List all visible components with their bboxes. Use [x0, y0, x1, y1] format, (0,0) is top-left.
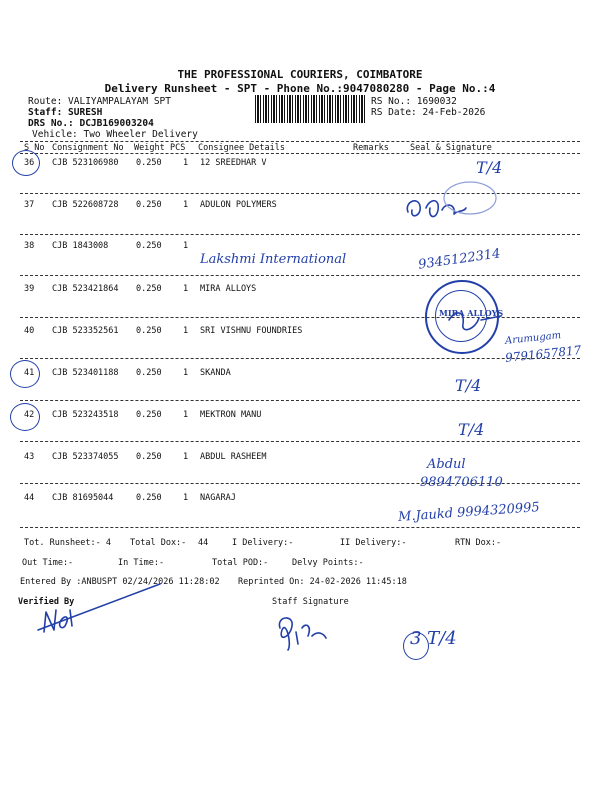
- row-consignee: SRI VISHNU FOUNDRIES: [200, 326, 303, 336]
- handwritten-name-phone: M.Jaukd 9994320995: [397, 500, 541, 525]
- row-weight: 0.250: [136, 368, 162, 378]
- row-weight: 0.250: [136, 452, 162, 462]
- verified-signature: [36, 580, 166, 640]
- col-pcs: PCS: [170, 143, 186, 153]
- row-sno: 43: [24, 452, 35, 462]
- row-weight: 0.250: [136, 326, 162, 336]
- handwritten-name: Arumugam: [504, 330, 562, 347]
- sno-circle-mark: [10, 360, 40, 388]
- row-pcs: 1: [183, 368, 189, 378]
- col-weight: Weight: [134, 143, 165, 153]
- row-consignee: NAGARAJ: [200, 493, 236, 503]
- handwritten-consignee: Lakshmi International: [200, 252, 347, 267]
- row-sno: 44: [24, 493, 35, 503]
- header-divider-bottom: [20, 153, 580, 154]
- handwritten-count: 3 T/4: [410, 628, 457, 649]
- stamp-signature: [445, 300, 505, 340]
- total-pod: Total POD:-: [212, 558, 269, 568]
- row-consignee: MEKTRON MANU: [200, 410, 262, 420]
- ii-delivery: II Delivery:-: [340, 538, 407, 548]
- row-divider: [20, 527, 580, 528]
- col-consignee: Consignee Details: [198, 143, 285, 153]
- sno-circle-mark: [12, 150, 40, 176]
- handwritten-name: Abdul: [427, 457, 466, 472]
- row-weight: 0.250: [136, 284, 162, 294]
- drs-number: DRS No.: DCJB169003204: [28, 118, 154, 129]
- row-consignee: ADULON POLYMERS: [200, 200, 277, 210]
- col-remarks: Remarks: [353, 143, 389, 153]
- handwritten-t4: T/4: [458, 420, 485, 439]
- row-weight: 0.250: [136, 410, 162, 420]
- row-sno: 37: [24, 200, 35, 210]
- i-delivery: I Delivery:-: [232, 538, 294, 548]
- reprinted-on: Reprinted On: 24-02-2026 11:45:18: [238, 577, 407, 587]
- delvy-points: Delvy Points:-: [292, 558, 364, 568]
- row-weight: 0.250: [136, 200, 162, 210]
- rs-date: RS Date: 24-Feb-2026: [371, 107, 486, 118]
- row-consignment: CJB 523352561: [52, 326, 119, 336]
- row-sno: 36: [24, 158, 35, 168]
- verified-by: Verified By: [18, 597, 75, 607]
- barcode: [255, 95, 367, 123]
- row-divider: [20, 400, 580, 401]
- rs-number: RS No.: 1690032: [371, 96, 457, 107]
- row-sno: 38: [24, 241, 35, 251]
- handwritten-t4: T/4: [476, 158, 503, 177]
- row-pcs: 1: [183, 200, 189, 210]
- total-dox-value: 44: [198, 538, 209, 548]
- row-consignment: CJB 523421864: [52, 284, 119, 294]
- row-weight: 0.250: [136, 158, 162, 168]
- row-pcs: 1: [183, 158, 189, 168]
- row-weight: 0.250: [136, 493, 162, 503]
- handwritten-phone: 9791657817: [504, 343, 582, 365]
- row-pcs: 1: [183, 284, 189, 294]
- row-consignment: CJB 523374055: [52, 452, 119, 462]
- row-pcs: 1: [183, 493, 189, 503]
- total-dox-label: Total Dox:-: [130, 538, 187, 548]
- col-seal: Seal & Signature: [410, 143, 492, 153]
- row-sno: 40: [24, 326, 35, 336]
- row-consignee: 12 SREEDHAR V: [200, 158, 267, 168]
- row-sno: 42: [24, 410, 35, 420]
- runsheet-subtitle: Delivery Runsheet - SPT - Phone No.:9047080280 - Page No.:4: [104, 82, 496, 95]
- sno-circle-mark: [10, 403, 40, 431]
- in-time: In Time:-: [118, 558, 165, 568]
- vehicle-label: Vehicle: Two Wheeler Delivery: [32, 129, 198, 140]
- tot-runsheet: Tot. Runsheet:- 4: [24, 538, 111, 548]
- stamp-text: MIRA ALLOYS: [439, 308, 504, 318]
- row-divider: [20, 275, 580, 276]
- row-consignment: CJB 1843008: [52, 241, 109, 251]
- handwritten-phone: 9894706110: [420, 475, 503, 490]
- row-consignee: ABDUL RASHEEM: [200, 452, 267, 462]
- row-consignment: CJB 523106980: [52, 158, 119, 168]
- row-consignment: CJB 81695044: [52, 493, 114, 503]
- row-consignee: MIRA ALLOYS: [200, 284, 257, 294]
- row-pcs: 1: [183, 241, 189, 251]
- row-consignment: CJB 523243518: [52, 410, 119, 420]
- row-pcs: 1: [183, 410, 189, 420]
- staff-label: Staff: SURESH: [28, 107, 103, 118]
- row-divider: [20, 441, 580, 442]
- row-consignment: CJB 523401188: [52, 368, 119, 378]
- row-divider: [20, 358, 580, 359]
- handwritten-t4: T/4: [455, 376, 482, 395]
- row-pcs: 1: [183, 452, 189, 462]
- row-sno: 39: [24, 284, 35, 294]
- handwritten-phone: 9345122314: [417, 246, 502, 273]
- staff-signature-scribble: [272, 608, 332, 654]
- row-pcs: 1: [183, 326, 189, 336]
- seal-faded-icon: [440, 178, 500, 218]
- col-sno: S No: [24, 143, 45, 153]
- header-divider: [20, 141, 580, 142]
- out-time: Out Time:-: [22, 558, 74, 568]
- entered-by: Entered By :ANBUSPT 02/24/2026 11:28:02: [20, 577, 220, 587]
- row-consignment: CJB 522608728: [52, 200, 119, 210]
- row-divider: [20, 234, 580, 235]
- row-sno: 41: [24, 368, 35, 378]
- route-label: Route: VALIYAMPALAYAM SPT: [28, 96, 171, 107]
- col-consignment: Consignment No: [52, 143, 124, 153]
- row-weight: 0.250: [136, 241, 162, 251]
- row-consignee: SKANDA: [200, 368, 231, 378]
- company-title: THE PROFESSIONAL COURIERS, COIMBATORE: [177, 68, 423, 81]
- rtn-dox: RTN Dox:-: [455, 538, 502, 548]
- staff-signature-label: Staff Signature: [272, 597, 349, 607]
